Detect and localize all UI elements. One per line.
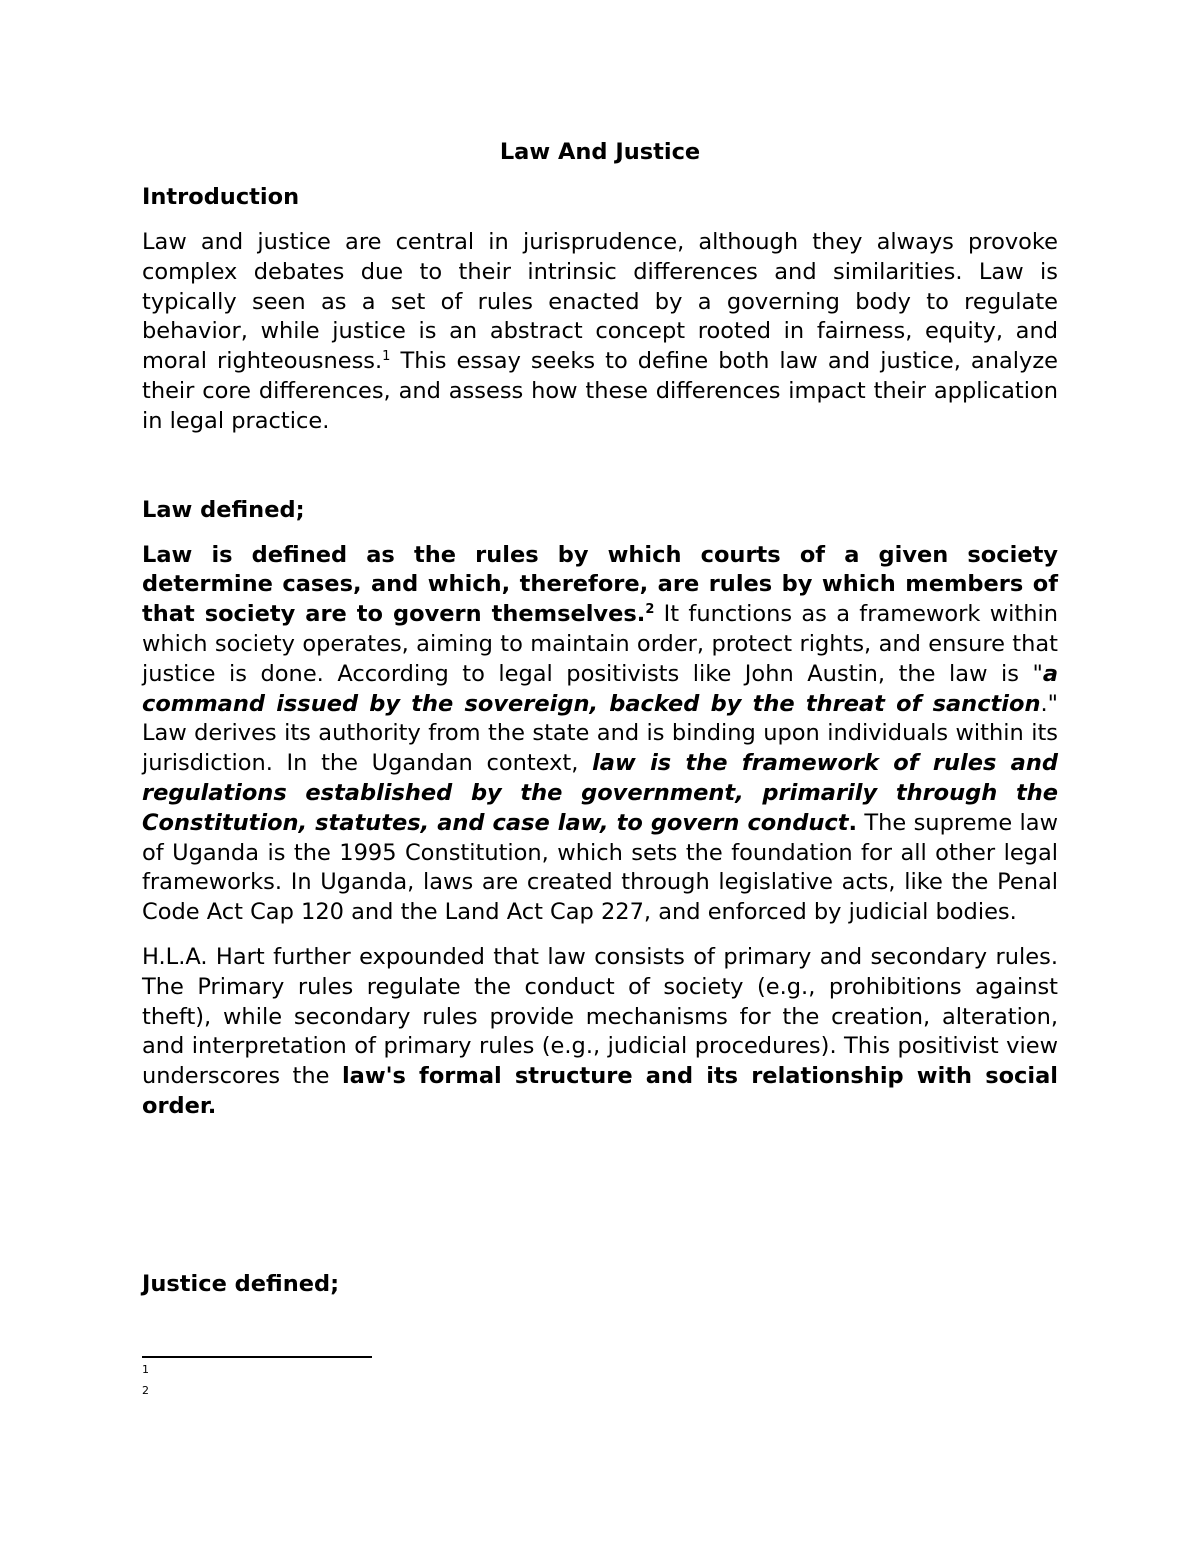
justice-defined-heading: Justice defined;: [142, 1270, 340, 1297]
introduction-paragraph: [142, 228, 1058, 437]
footnote-2: 2: [142, 1384, 149, 1397]
law-definition-text-a: It functions as a framework within which society operates, aiming to maintain order, protect rights, and ensure that justice is done. According to legal positivists like John Austin, the law is ": [142, 601, 1059, 687]
uganda-law-definition: law is the framework of rules and regulations established by the government, primarily through the Constitution, statutes, and case law, to govern conduct: [142, 750, 1058, 836]
document-title: Law And Justice: [499, 139, 701, 165]
footnotes-section: [142, 1356, 442, 1400]
footnote-reference-1[interactable]: 1: [382, 349, 391, 365]
footnote-1: 1: [142, 1363, 149, 1376]
hart-bold-conclusion: law's formal structure and its relationship with social order.: [142, 1063, 1058, 1119]
law-definition-text-b: ." Law derives its authority from the state and is binding upon individuals within its jurisdiction. In the Ugandan context,: [142, 690, 1058, 777]
hart-paragraph: [142, 943, 1058, 1122]
austin-quote: a command issued by the sovereign, backed by the threat of sanction: [142, 660, 1058, 717]
footnote-separator: [142, 1356, 372, 1358]
law-definition-text-c: The supreme law of Uganda is the 1995 Constitution, which sets the foundation for all other legal frameworks. In Uganda, laws are created through legislative acts, like the Penal Code Act Cap 120 and the Land Act Cap 227, and enforced by judicial bodies.: [142, 809, 1058, 926]
document-body: [142, 138, 1058, 1300]
introduction-text-part-2: This essay seeks to define both law and justice, analyze their core differences, and assess how these differences impact their application in legal practice.: [142, 348, 1058, 434]
introduction-text-part-1: Law and justice are central in jurisprudence, although they always provoke complex debates due to their intrinsic differences and similarities. Law is typically seen as a set of rules enacted by a governing body to regulate behavior, while justice is an abstract concept rooted in fairness, equity, and moral righteousness.: [142, 229, 1058, 375]
blank-lines: [142, 1122, 1058, 1270]
footnote-reference-2[interactable]: 2: [645, 602, 655, 618]
introduction-heading: Introduction: [142, 184, 300, 210]
law-defined-heading: Law defined;: [142, 496, 305, 523]
hart-text: H.L.A. Hart further expounded that law consists of primary and secondary rules. The Primary rules regulate the conduct of society (e.g., prohibitions against theft), while secondary rules provide mechanisms for the creation, alteration, and interpretation of primary rules (e.g., judicial procedures). This positivist view underscores the: [142, 943, 1058, 1090]
law-definition-paragraph: [142, 541, 1058, 928]
law-definition-bold: Law is defined as the rules by which courts of a given society determine cases, and which, therefore, are rules by which members of that society are to govern themselves.: [142, 541, 1058, 628]
blank-line: [142, 437, 1058, 496]
uganda-law-definition-period: .: [848, 809, 858, 836]
